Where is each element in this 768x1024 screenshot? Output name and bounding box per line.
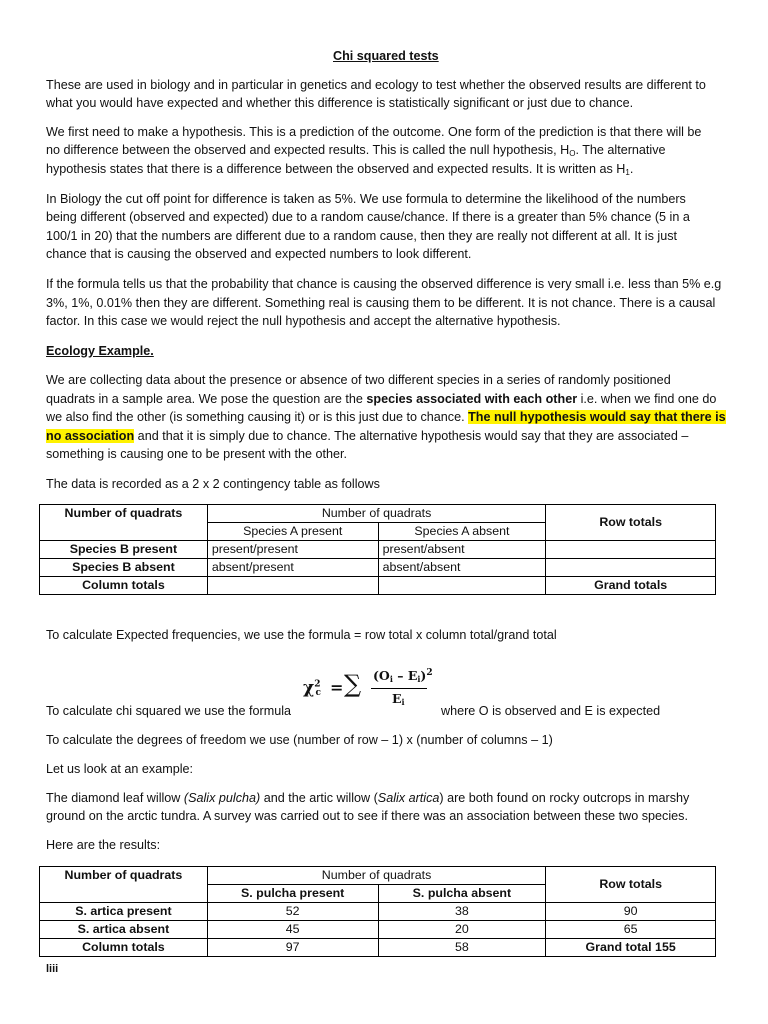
table-header-number: Number of quadrats: [207, 867, 545, 885]
table-header-row-totals: Row totals: [546, 505, 716, 541]
table-header-quadrats: Number of quadrats: [40, 505, 208, 541]
table-cell: 20: [378, 921, 546, 939]
table-row-label: Species B absent: [40, 559, 208, 577]
paragraph-willow-line-2: ground on the arctic tundra. A survey was carried out to see if there was an association between these two species.: [46, 809, 688, 823]
table-header-number: Number of quadrats: [207, 505, 546, 523]
paragraph-chi-squared: To calculate chi squared we use the formula: [46, 704, 292, 718]
paragraph-degrees-of-freedom: To calculate the degrees of freedom we use (number of row – 1) x (number of columns – 1): [46, 733, 553, 747]
paragraph-hypothesis-line-3: hypothesis states that there is a difference between the observed and expected results. It is written as $H_1$.: [46, 162, 634, 177]
results-table: [39, 866, 716, 957]
table-row-label: S. artica present: [40, 903, 208, 921]
table-cell: present/absent: [378, 541, 546, 559]
paragraph-willow-line-1: The diamond leaf willow (Salix pulcha) and the artic willow (Salix artica) are both found on rocky outcrops in marshy: [46, 791, 690, 805]
table-row: [40, 541, 716, 559]
formula-denominator: $E_i$: [392, 691, 405, 707]
table-row-label: S. artica absent: [40, 921, 208, 939]
paragraph-cutoff-line-4: chance that is causing the observed and expected numbers to look different.: [46, 247, 472, 261]
table-cell: 38: [378, 903, 546, 921]
chi-squared-formula: [303, 664, 433, 710]
paragraph-formula-line-3: factor. In this case we would reject the null hypothesis and accept the alternative hypothesis.: [46, 314, 561, 328]
table-cell: [546, 559, 716, 577]
table-cell: 52: [207, 903, 378, 921]
page-footer: liii: [46, 963, 59, 975]
formula-fraction-bar: [371, 688, 427, 689]
table-header-a-absent: Species A absent: [378, 523, 546, 541]
table-header-pulcha-present: S. pulcha present: [207, 885, 378, 903]
table-cell: 45: [207, 921, 378, 939]
formula-chi-symbol: $\chi^2_c$: [303, 678, 321, 698]
formula-sum-symbol: ∑: [344, 670, 362, 698]
table-cell: Grand totals: [546, 577, 716, 595]
table-cell: absent/present: [207, 559, 378, 577]
table-header-a-present: Species A present: [207, 523, 378, 541]
paragraph-cutoff-line-2: being different (observed and expected) due to a random cause/chance. If there is a greater than 5% chance (5 in a: [46, 210, 690, 224]
table-header-row-totals: Row totals: [546, 867, 716, 903]
table-row: [40, 577, 716, 595]
paragraph-results-intro: Here are the results:: [46, 838, 161, 852]
paragraph-cutoff-line-1: In Biology the cut off point for difference is taken as 5%. We use formula to determine the likelihood of the numbers: [46, 192, 686, 206]
paragraph-ecology-line-3: we also find the other (is something causing it) or is this just due to chance. The null hypothesis would say that there is: [46, 410, 726, 424]
table-header-quadrats: Number of quadrats: [40, 867, 208, 903]
table-header-pulcha-absent: S. pulcha absent: [378, 885, 546, 903]
table-row: [40, 939, 716, 957]
table-cell: 65: [546, 921, 716, 939]
paragraph-ecology-line-4: no association and that it is simply due to chance. The alternative hypothesis would say that they are associated –: [46, 429, 689, 443]
paragraph-formula-line-1: If the formula tells us that the probability that chance is causing the observed difference is very small i.e. less than 5% e.g: [46, 277, 722, 291]
table-row: [40, 903, 716, 921]
contingency-table-template: [39, 504, 716, 595]
table-cell: Grand total 155: [546, 939, 716, 957]
table-cell: [546, 541, 716, 559]
table-cell: 90: [546, 903, 716, 921]
table-cell: 97: [207, 939, 378, 957]
paragraph-example-intro: Let us look at an example:: [46, 762, 194, 776]
table-row-label: Species B present: [40, 541, 208, 559]
table-cell: absent/absent: [378, 559, 546, 577]
paragraph-contingency-intro: The data is recorded as a 2 x 2 contingency table as follows: [46, 477, 380, 491]
paragraph-ecology-line-5: something is causing one to be present with the other.: [46, 447, 348, 461]
paragraph-expected-frequency: To calculate Expected frequencies, we use the formula = row total x column total/grand total: [46, 628, 557, 642]
paragraph-ecology-line-2: quadrats in a sample area. We pose the question are the species associated with each other i.e. when we find one do: [46, 392, 717, 406]
paragraph-chi-squared-note: where O is observed and E is expected: [441, 704, 661, 718]
table-cell: [207, 577, 378, 595]
paragraph-intro-line-2: what you would have expected and whether this difference is statistically significant or just due to chance.: [46, 96, 634, 110]
paragraph-formula-line-2: 3%, 1%, 0.01% then they are different. Something real is causing them to be different. It is not chance. There is a causal: [46, 296, 716, 310]
paragraph-ecology-line-1: We are collecting data about the presence or absence of two different species in a series of randomly positioned: [46, 373, 671, 387]
table-row: [40, 559, 716, 577]
paragraph-hypothesis-line-2: no difference between the observed and expected results. This is called the null hypothesis, $H_O$. The alternative: [46, 143, 666, 158]
table-cell: [378, 577, 546, 595]
ecology-heading: Ecology Example.: [46, 344, 154, 358]
table-row: [40, 921, 716, 939]
document-title: Chi squared tests: [333, 49, 439, 63]
table-row-label: Column totals: [40, 939, 208, 957]
formula-equals: =: [330, 678, 344, 697]
table-cell: present/present: [207, 541, 378, 559]
paragraph-cutoff-line-3: 100/1 in 20) that the numbers are different due to a random cause, then they are really not different at all. It is just: [46, 229, 677, 243]
paragraph-intro-line-1: These are used in biology and in particular in genetics and ecology to test whether the observed results are different to: [46, 78, 706, 92]
table-row-label: Column totals: [40, 577, 208, 595]
paragraph-hypothesis-line-1: We first need to make a hypothesis. This is a prediction of the outcome. One form of the prediction is that there will be: [46, 125, 702, 139]
table-cell: 58: [378, 939, 546, 957]
formula-numerator: $(O_i - E_i)^2$: [373, 668, 433, 685]
